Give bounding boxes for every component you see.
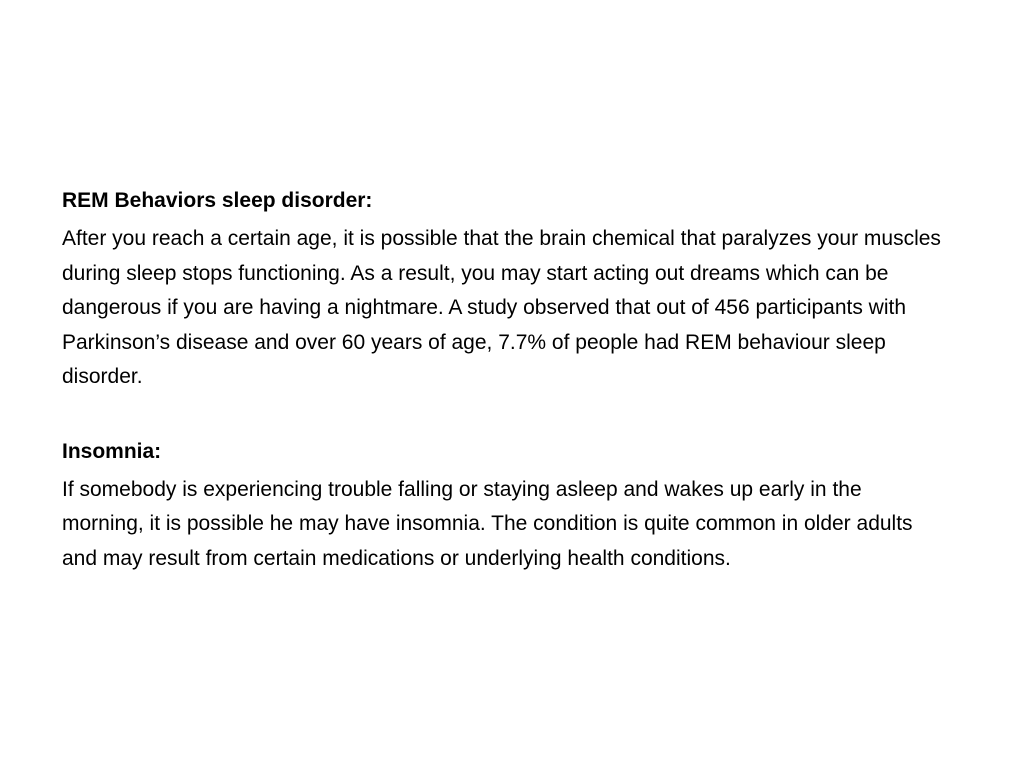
section-body: After you reach a certain age, it is possible that the brain chemical that paralyzes your muscles during sleep stops functioning. As a result, you may start acting out dreams which can be dangerous if you are having a nightmare. A study observed that out of 456 participants with Parkinson’s disease and over 60 years of age, 7.7% of people had REM behaviour sleep disorder. xyxy=(62,227,941,388)
section-insomnia xyxy=(62,437,942,577)
section-heading: Insomnia: xyxy=(62,439,162,463)
section-heading: REM Behaviors sleep disorder: xyxy=(62,189,373,212)
slide-content xyxy=(62,186,942,576)
section-rem-behavior-disorder xyxy=(62,186,942,395)
section-body: If somebody is experiencing trouble falling or staying asleep and wakes up early in the morning, it is possible he may have insomnia. The condition is quite common in older adults and may result from certain medications or underlying health conditions. xyxy=(62,477,913,570)
